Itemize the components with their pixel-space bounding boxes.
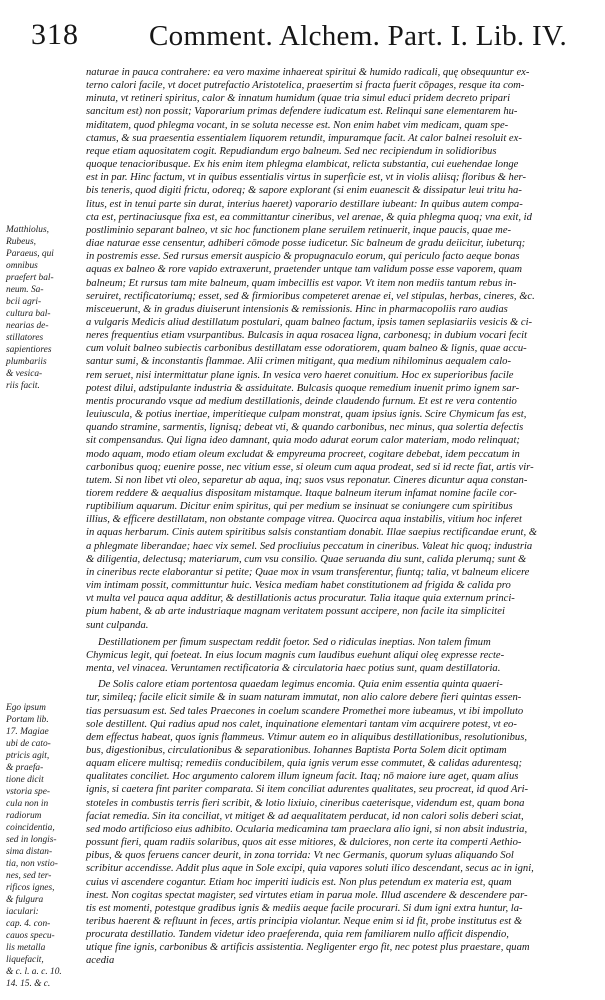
paragraph: naturae in pauca contrahere: ea vero maxime inhaereat spiritui & humido radicali, quę obsequuntur ex- terno calori facile, vt docet putrefactio Aristotelica, praesertim si fracta fuerit cōpages, resque ita com- minuta, vt retineri spiritus, calor & innatum humidum (quae tria simul educi pridem decreto pripari sancitum est) non possit; Vaporarium primas defendere iudicatum est. Relinqui sane elementarem hu- miditatem, quod phlegma vocant, in se soluta necesse est. Non enim habet vim medicam, quam spe- ctamus, & sua praesentia essentialem liquorem retundit, impuramque facit. At calor balnei resoluit ex- reque etiam aquositatem cogit. Repudiandum ergo balneum. Sed nec recipiendum in solidioribus quoque tenacioribusque. Ex his enim item phlegma elambicat, relicta substantia, cui euehendae longe est in par. Hinc factum, vt in quibus essentialis virtus in superficie est, vt in violis aliisq; floribus & her- bis teneris, quod digiti frictu, odoreq; & sapore explorant (si enim euanescit & dissipatur leui tritu ha- litus, est in tenui parte sin durat, interius haeret) vaporario destillare iubeant: In quibus autem compa- cta est, pertinaciusque fixa est, ea committantur cineribus, vel arenae, & quia phlegma quoq; vna exit, id postliminio separant balneo, vt sic hoc functionem plane seruilem retinuerit, inque paucis, quae me- diae naturae esse censentur, adhiberi cōmode posse iudicetur. Sic balneum de gradu deiicitur, iubeturq; in postremis esse. Sed rursus emersit auspicio & propugnaculo eorum, qui periculo facto aeque bonas aquas ex balneo & rore vapido extraxerunt, praetender untque tam validum posse esse vaporem, quam balneum; Et rursus tam mite balneum, quam imbecillis est vapor. Vt item non mediis tantum rebus in- seruiret, rectificatoriumq; esset, sed & firmioribus competeret arenae ei, vel stipulas, herbas, cineres, &c. misceuerunt, & in gradus diuiserunt intensionis & remissionis. Hinc in pharmacopoliis raro audias a vulgaris Medicis aliud destillatum postulari, quam balneo factum, ipsis tamen seplasiariis vesicis & ci- neres frequentius etiam vsurpantibus. Bulcasis in aqua rosacea ligna, carbonesq; in dubium vocari fecit cum voluit balneo subiectis carbonibus destillatam esse odoratiorem, quam balneo & lignis, quae accu- santur sumi, & inconstantis flammae. Alii crimen mitigant, qua medium nihilominus aequalem calo- rem seruet, nisi intermittatur plane ignis. In vesica vero haeret conuitium. Hoc ex superioribus facile potest dilui, adstipulante industria & assiduitate. Bulcasis quoque remedium inuenit primo ignem sar- mentis procurando vsque ad medium destillationis, deinde claudendo furnum. Et est re vera contentio leuiuscula, & potius inertiae, imperitieque culpam monstrat, quam ipsius ignis. Scire Chymicum fas est, quando stramine, sarmentis, lignisq; debeat vti, & quando carbonibus, nec minus, qua solertia defectis sit compensandus. Qui ligna ideo damnant, quia modo adurat eorum calor materiam, modo relinquat; modo aquam, modo etiam oleum excludat & empyreuma procreet, cogitare debebat, idem peccatum in carbonibus quoq; euenire posse, nec vitium esse, si oleum cum aqua prodeat, sed si id recte fiat, artis vir- tutem. Si non libet vti oleo, separetur ab aqua, inq; suos vsus reponatur. Cineres dicuntur aqua constan- tiorem reddere & aequalius dispositam mistamque. Itaque balneum iterum infamat nomine facile cor- ruptibilium aquarum. Dicitur enim spiritus, qui per medium se insinuat se coniungere cum spiritibus illius, & efficere destillatam, non obstante compage vitrea. Quocirca aqua instabilis, vitium hoc inferet in aquas herbarum. Cinis autem spiritibus salsis constantiam donabit. Illae saepius rectificandae erunt, & a phlegmate liberandae; haec vix semel. Sed procliuius peccatum in cineribus. Valeat hic quoq; industria & diligentia, delectusq; materiarum, cum vsu consilio. Quae seruanda diu sunt, calida plerumq; sunt & in cineribus recte elaborantur si petite; Quae mox in vsum transferentur, fiuntq; talia, vt balneum elicere vim intimam possit, committuntur huic. Vesica mediam habet constitutionem ad frigida & calida pro vt multa vel pauca aqua additur, & destillationis actus procuratur. Talia itaque quia externum princi- pium habent, & ab arte industriaque magnam veritatem possunt accipere, non facile ita simplicitei sunt culpanda. <box>86 67 538 631</box>
body-text <box>86 66 586 968</box>
page-header <box>31 8 591 52</box>
running-title: Comment. Alchem. Part. I. Lib. IV. <box>149 20 568 52</box>
margin-note: Ego ipsum Portam lib. 17. Magiae ubi de cato- ptricis agit, & praefa- tione dicit vstoria spe- cula non in radiorum coincidentia, sed in longis- sima distan- tia, non vstio- nes, sed ter- rificos ignes, & fulgura iaculari: cap. 4. con- cauos specu- lis metalla liquefacit, & c. l. a. c. 10. 14. 15. & c. <box>6 703 62 989</box>
page-number: 318 <box>31 18 79 51</box>
margin-note: Matthiolus, Rubeus, Paraeus, qui omnibus praefert bal- neum. Sa- bcii agri- cultura bal- nearias de- stillatores sapientiores plumbariis & vesica- riis facit. <box>6 225 54 391</box>
paragraph: Destillationem per fimum suspectam reddit foetor. Sed o ridiculas ineptias. Non talem fimum Chymicus legit, qui foeteat. In eius locum magnis cum laudibus euehunt aliqui oleę expresse recte- menta, vel vinacea. Veruntamen rectificatoria & circulatoria haec potius sunt, quam destillatoria. <box>86 636 505 675</box>
paragraph: De Solis calore etiam portentosa quaedam legimus encomia. Quia enim essentia quinta quaeri- tur, simileq; facile elicit simile & in suam naturam immutat, non alio calore debere fieri quintas essen- tias persuasum est. Sed tales Praecones in coelum scandere Promethei more iubeamus, vt ibi impolluto sole destillent. Qui radius apud nos calet, inquinatione elementari tantam vim acquirere potest, vt eo- dem effectus habeat, quos ignis flammeus. Vtimur autem eo in aliquibus destillationibus, resolutionibus, bus, digestionibus, circulationibus & separationibus. Iohannes Baptista Porta Solem dicit optimam aquam elicere multisq; remediis conducibilem, quia ignis verum esse commutet, & calidas adurentesq; qualitates conciliet. Hoc argumento calorem illum igneum facit. Itaq; nō maiore iure aget, quam alius ignis, si caetera fint pariter comparata. Si item conciliat adurentes qualitates, seu procreat, id quod Ari- stoteles in combustis terris fieri scribit, & lotio lixiuio, cineribus caeterisque, videndum est, quam bona faciat remedia. Sin ita conciliat, vt mitiget & ad aequalitatem perducat, id non calori solis deberi sciat, sed modo artificioso eius adhibito. Ocularia medicamina tam praeclara alio igni, si non absit industria, possunt fieri, quam radiis solaribus, quos ait esse mitiores, & dulciores, non certe ita comperti Aethio- pibus, & quos feruens cancer deurit, in zona torrida: Vt nec Germanis, quorum syluas aliquando Sol scribitur accendisse. Addit plus aque in Sole excipi, quia vapores soluti ilico descendant, secus ac in igni, cuius vi ascendere cogantur. Etiam hoc imperiti iudicis est. Non plus petendum ex materia est, quam inest. Non cogitas spectat magister, sed virtutes etiam in parua mole. Illud ascendere & descendere par- tis est momenti, potestque gradibus ignis & mediis aeque facile procurari. Si dum igni extra huntur, la- teribus haerent & refluunt in feces, artis principia violantur. Neque enim si id fit, probe institutus est & procurata destillatio. Tandem videtur ideo praeferenda, quia rem familiarem nullo afficit dispendio, utique fine ignis, carbonibus & artificis assistentia. Negligenter ergo fit, nec potest plus praestare, quam acedia <box>86 679 534 967</box>
